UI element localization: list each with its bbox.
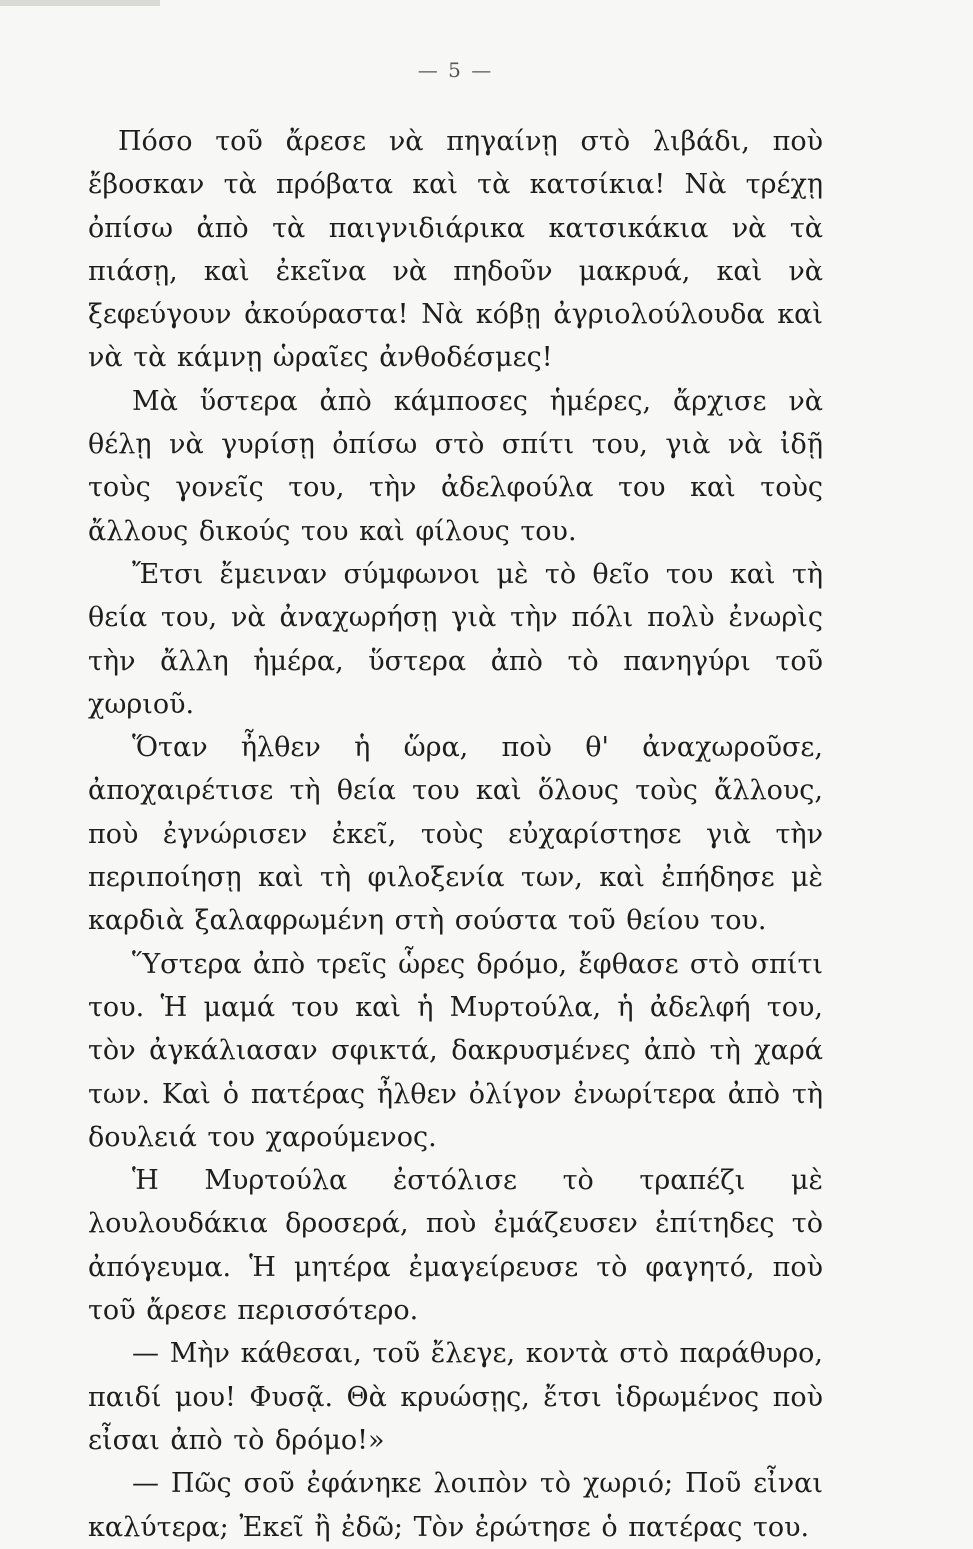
paragraph: Ὅταν ἦλθεν ἡ ὥρα, ποὺ θ' ἀναχωροῦσε, ἀποχαιρέτισε τὴ θεία του καὶ ὅλους τοὺς ἄλλους, ποὺ ἐγνώρισεν ἐκεῖ, τοὺς εὐχαρίστησε γιὰ τὴν περιποίησῃ καὶ τὴ φιλοξενία των, καὶ ἐπήδησε μὲ καρδιὰ ξαλαφρωμένη στὴ σούστα τοῦ θείου του. xyxy=(88,732,823,937)
paragraph: — Πῶς σοῦ ἐφάνηκε λοιπὸν τὸ χωριό; Ποῦ εἶναι καλύτερα; Ἐκεῖ ἢ ἐδῶ; Τὸν ἐρώτησε ὁ πατέρας του. xyxy=(88,1468,823,1543)
book-page xyxy=(88,50,823,1543)
paragraph: — Μὴν κάθεσαι, τοῦ ἔλεγε, κοντὰ στὸ παράθυρο, παιδί μου! Φυσᾷ. Θὰ κρυώσῃς, ἔτσι ἱδρωμένος ποὺ εἶσαι ἀπὸ τὸ δρόμο!» xyxy=(88,1338,823,1456)
paragraph: Ἔτσι ἔμειναν σύμφωνοι μὲ τὸ θεῖο του καὶ τὴ θεία του, νὰ ἀναχωρήσῃ γιὰ τὴν πόλι πολὺ ἐνωρὶς τὴν ἄλλη ἡμέρα, ὕστερα ἀπὸ τὸ πανηγύρι τοῦ χωριοῦ. xyxy=(88,558,823,720)
paragraph: Πόσο τοῦ ἄρεσε νὰ πηγαίνῃ στὸ λιβάδι, ποὺ ἔβοσκαν τὰ πρόβατα καὶ τὰ κατσίκια! Νὰ τρέχῃ ὀπίσω ἀπὸ τὰ παιγνιδιάρικα κατσικάκια νὰ τὰ πιάσῃ, καὶ ἐκεῖνα νὰ πηδοῦν μακρυά, καὶ νὰ ξεφεύγουν ἀκούραστα! Νὰ κόβῃ ἀγριολούλουδα καὶ νὰ τὰ κάμνῃ ὡραῖες ἀνθοδέσμες! xyxy=(88,126,823,374)
paragraph: Ὕστερα ἀπὸ τρεῖς ὧρες δρόμο, ἔφθασε στὸ σπίτι του. Ἡ μαμά του καὶ ἡ Μυρτούλα, ἡ ἀδελφή του, τὸν ἀγκάλιασαν σφικτά, δακρυσμένες ἀπὸ τὴ χαρά των. Καὶ ὁ πατέρας ἦλθεν ὀλίγον ἐνωρίτερα ἀπὸ τὴ δουλειά του χαρούμενος. xyxy=(88,948,823,1153)
paragraph: Μὰ ὕστερα ἀπὸ κάμποσες ἡμέρες, ἄρχισε νὰ θέλῃ νὰ γυρίσῃ ὀπίσω στὸ σπίτι του, γιὰ νὰ ἰδῇ τοὺς γονεῖς του, τὴν ἀδελφούλα του καὶ τοὺς ἄλλους δικούς του καὶ φίλους του. xyxy=(88,385,823,547)
page-number: — 5 — xyxy=(417,58,494,82)
scan-edge xyxy=(0,0,160,6)
paragraph: Ἡ Μυρτούλα ἐστόλισε τὸ τραπέζι μὲ λουλουδάκια δροσερά, ποὺ ἐμάζευσεν ἐπίτηδες τὸ ἀπόγευμα. Ἡ μητέρα ἐμαγείρευσε τὸ φαγητό, ποὺ τοῦ ἄρεσε περισσότερο. xyxy=(88,1165,823,1327)
